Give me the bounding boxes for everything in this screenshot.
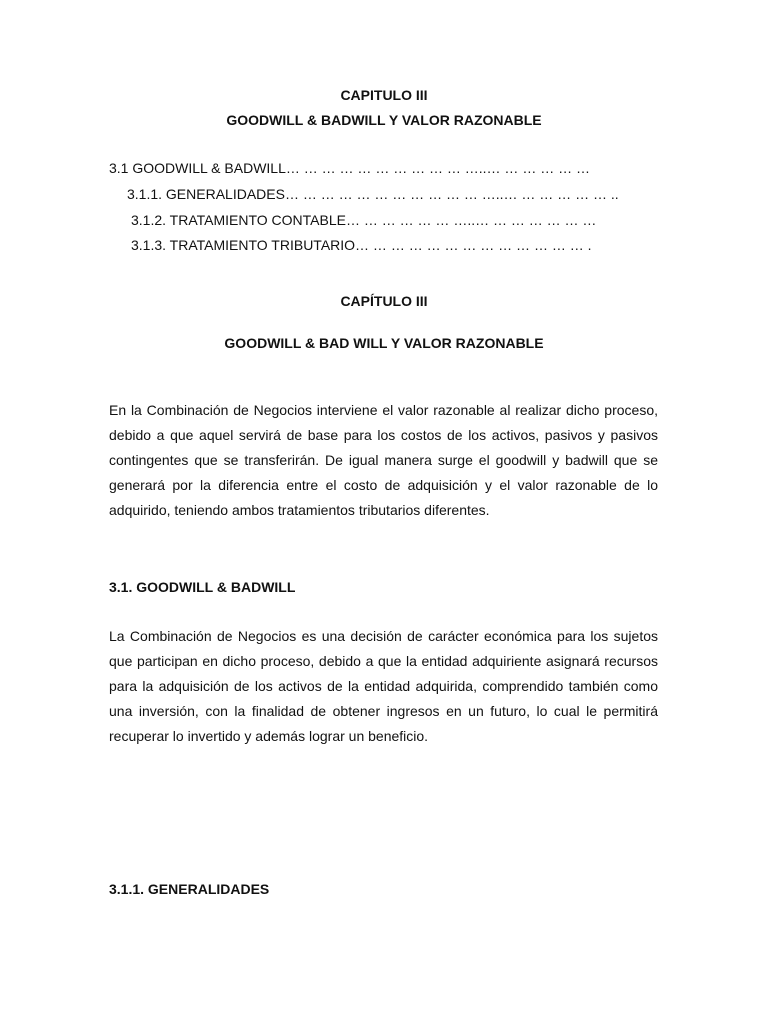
toc-main-title: GOODWILL & BADWILL Y VALOR RAZONABLE (226, 112, 542, 128)
toc-entry-3-1-3: 3.1.3. TRATAMIENTO TRIBUTARIO… … … … … … … … … … … … … . (131, 237, 592, 253)
section-paragraph-3-1: La Combinación de Negocios es una decisión de carácter económica para los sujetos que participan en dicho proceso, debido a que la entidad adquiriente asignará recursos para la adquisición de los activos de la entidad adquirida, comprendido también como una inversión, con la finalidad de obtener ingresos en un futuro, lo cual le permitirá recuperar lo invertido y además lograr un beneficio. (109, 628, 658, 744)
intro-paragraph: En la Combinación de Negocios interviene el valor razonable al realizar dicho proceso, debido a que aquel servirá de base para los costos de los activos, pasivos y pasivos contingentes que se transferirán. De igual manera surge el goodwill y badwill que se generará por la diferencia entre el costo de adquisición y el valor razonable de lo adquirido, teniendo ambos tratamientos tributarios diferentes. (109, 402, 658, 518)
chapter-main-title: GOODWILL & BAD WILL Y VALOR RAZONABLE (224, 335, 544, 351)
toc-entry-3-1-1: 3.1.1. GENERALIDADES… … … … … … … … … … … …..… … … … … … .. (127, 186, 619, 202)
toc-chapter-title: CAPITULO III (340, 87, 428, 103)
toc-entry-3-1-2: 3.1.2. TRATAMIENTO CONTABLE… … … … … … …..… … … … … … … (131, 212, 597, 228)
section-heading-3-1-1: 3.1.1. GENERALIDADES (109, 881, 270, 897)
chapter-title: CAPÍTULO III (340, 293, 428, 309)
toc-entry-3-1: 3.1 GOODWILL & BADWILL… … … … … … … … … … …..… … … … … … (109, 160, 590, 176)
section-heading-3-1: 3.1. GOODWILL & BADWILL (109, 579, 296, 595)
